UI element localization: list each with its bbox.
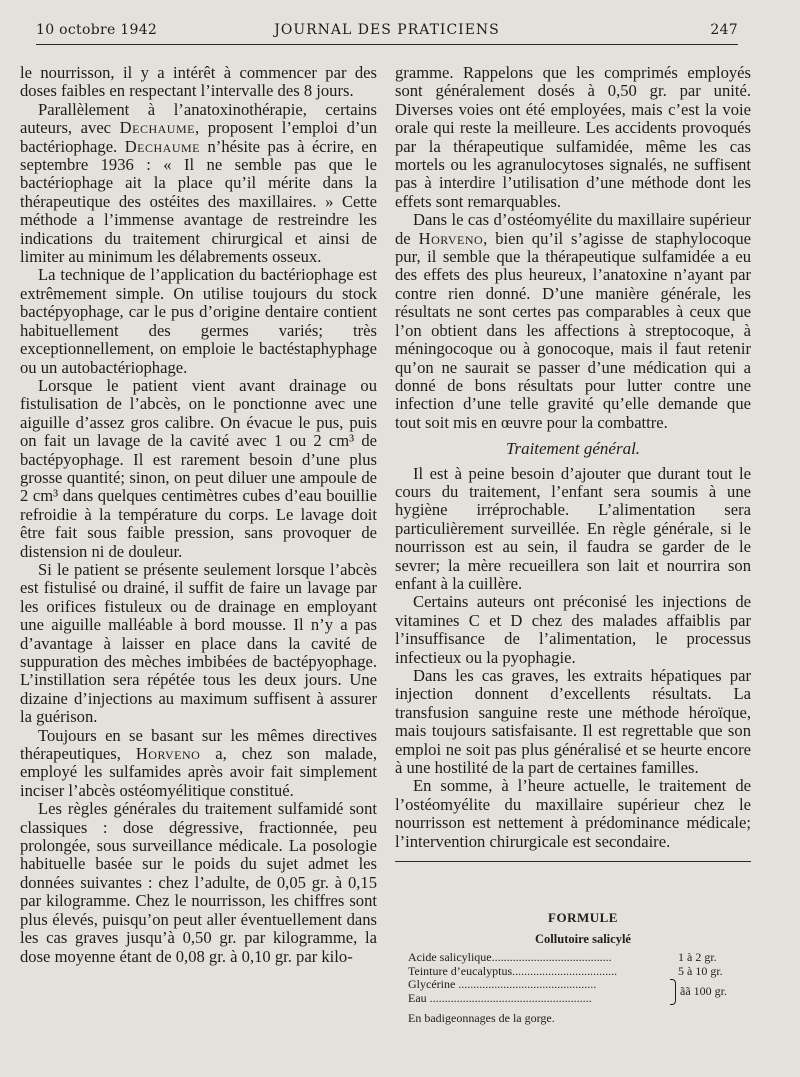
formula-row	[408, 965, 784, 979]
formula-box	[408, 910, 784, 1026]
paragraph: Si le patient se présente seulement lorsque l’abcès est fistulisé ou drainé, il suffit de faire un lavage par les orifices fistuleux ou de drainage en employant une aiguille malléable à bord mousse. Il n’y a pas d’avantage à laisser en place dans la cavité de suppuration des mèches imbibées de bactépyophage. L’instillation sera répétée tous les deux jours. Une dizaine d’injections au maximum suffisent à assurer la guérison.	[20, 559, 377, 727]
left-column	[20, 64, 377, 966]
paragraph: Toujours en se basant sur les mêmes directives thérapeutiques, Horveno a, chez son malade, employé les sulfamides après avoir fait simplement inciser l’abcès ostéomyélitique constitué.	[20, 725, 378, 800]
formula-bracket-group	[408, 978, 784, 1005]
formula-bracket-amount: ãã 100 gr.	[680, 984, 727, 998]
curly-brace	[670, 979, 676, 1005]
formula-amount: 5 à 10 gr.	[678, 963, 723, 978]
author-name: Dechaume	[119, 118, 195, 138]
formula-title: FORMULE	[548, 910, 618, 925]
paragraph: le nourrisson, il y a intérêt à commencer par des doses faibles en respectant l’intervalle des 8 jours.	[20, 63, 377, 101]
running-header	[36, 22, 738, 45]
paragraph: Dans le cas d’ostéomyélite du maxillaire supérieur de Horveno, bien qu’il s’agisse de staphylocoque pur, il semble que la thérapeutique sulfamidée a eu des effets des plus heureux, l’anatoxine n’ayant par contre rien donné. D’une manière générale, les résultats ne sont certes pas comparables à ceux que l’on obtient dans les affections à streptocoque, à méningocoque ou à gonocoque, mais il faut retenir qu’on ne saurait se passer d’une médication qui a donné de bons résultats pour lutter contre une infection d’une telle gravité qu’elle demande que tout soit mis en œuvre pour la combattre.	[395, 210, 752, 432]
formula-ingredient: Acide salicylique........................................	[408, 951, 612, 964]
formula-divider	[395, 861, 751, 862]
right-column	[395, 64, 751, 862]
paragraph: gramme. Rappelons que les comprimés employés sont généralement dosés à 0,50 gr. par unité. Diverses voies ont été employées, mais c’est la voie orale qui reste la meilleure. Les accidents provoqués par la thérapeutique sulfamidée, même les cas mortels ou les agranulocytoses signalés, ne suffisent pas à interdire l’utilisation d’une méthode dont les effets sont remarquables.	[395, 63, 751, 211]
page-number: 247	[710, 22, 738, 38]
paragraph: Les règles générales du traitement sulfamidé sont classiques : dose dégressive, fractionnée, peu prolongée, sous surveillance médicale. La posologie habituelle basée sur le poids du sujet admet les données suivantes : chez l’adulte, de 0,05 gr. à 0,15 par kilogramme. Chez le nourrisson, les chiffres sont plus élevés, puisqu’on peut aller éventuellement dans les cas graves jusqu’à 0,50 gr. par kilogramme, la dose moyenne étant de 0,08 gr. à 0,10 gr. par kilo-	[20, 799, 377, 966]
issue-date: 10 octobre 1942	[36, 22, 158, 38]
author-name: Dechaume	[124, 136, 201, 156]
formula-ingredient: Glycérine ..............................................	[408, 978, 597, 991]
section-subheading: Traitement général.	[505, 439, 641, 459]
paragraph: La technique de l’application du bactériophage est extrêmement simple. On utilise toujours du stock bactépyophage, car le pus d’origine dentaire contient habituellement des germes variés; très exceptionnellement, on emploie le bactéstaphyphage ou un autobactériophage.	[20, 265, 377, 377]
formula-row	[408, 978, 784, 992]
author-name: Horveno	[135, 744, 201, 764]
formula-amount: 1 à 2 gr.	[678, 950, 717, 964]
formula-subtitle: Collutoire salicylé	[535, 932, 631, 946]
paragraph: Il est à peine besoin d’ajouter que durant tout le cours du traitement, l’enfant sera soumis à une hygiène irréprochable. L’alimentation sera particulièrement surveillée. En règle générale, si le nourrisson est au sein, il faudra se garder de le sevrer; la mère recueillera son lait et nourrira son enfant à la cuillère.	[395, 463, 751, 593]
paragraph: Parallèlement à l’anatoxinothérapie, certains auteurs, avec Dechaume, proposent l’emploi d’un bactériophage. Dechaume n’hésite pas à écrire, en septembre 1936 : « Il ne semble pas que le bactériophage ait la place qu’il mérite dans la thérapeutique des ostéites des maxillaires. » Cette méthode a l’immense avantage de restreindre les indications du traitement chirurgical et ainsi de limiter au minimum les délabrements osseux.	[20, 99, 377, 267]
paragraph: Lorsque le patient vient avant drainage ou fistulisation de l’abcès, on le ponctionne avec une aiguille d’assez gros calibre. On évacue le pus, puis on fait un lavage de la cavité avec 1 ou 2 cm³ de bactépyophage. Il est rarement besoin d’une plus grosse quantité; sinon, on peut diluer une ampoule de 2 cm³ dans quelques centimètres cubes d’eau bouillie refroidie à la température du corps. Le lavage doit être fait sous faible pression, sans provoquer de distension ni de douleur.	[20, 375, 377, 561]
paragraph: En somme, à l’heure actuelle, le traitement de l’ostéomyélite du maxillaire supérieur chez le nourrisson est nettement à prédominance médicale; l’intervention chirurgicale est secondaire.	[395, 776, 751, 851]
formula-row	[408, 992, 784, 1006]
formula-row	[408, 951, 784, 965]
paragraph: Certains auteurs ont préconisé les injections de vitamines C et D chez des malades affaiblis par l’insuffisance de l’alimentation, le processus infectieux ou la pyophagie.	[395, 592, 751, 667]
author-name: Horveno	[418, 228, 484, 248]
formula-ingredient: Teinture d’eucalyptus...................................	[408, 964, 618, 978]
paragraph: Dans les cas graves, les extraits hépatiques par injection donnent d’excellents résultats. La transfusion sanguine reste une méthode héroïque, mais toujours satisfaisante. Il est regrettable que son emploi ne soit pas plus généralisé et se heurte encore à une hostilité de la part de certaines familles.	[395, 666, 751, 778]
formula-ingredient: Eau ......................................................	[408, 991, 592, 1005]
formula-note: En badigeonnages de la gorge.	[408, 1011, 555, 1025]
journal-title: JOURNAL DES PRATICIENS	[274, 22, 500, 38]
